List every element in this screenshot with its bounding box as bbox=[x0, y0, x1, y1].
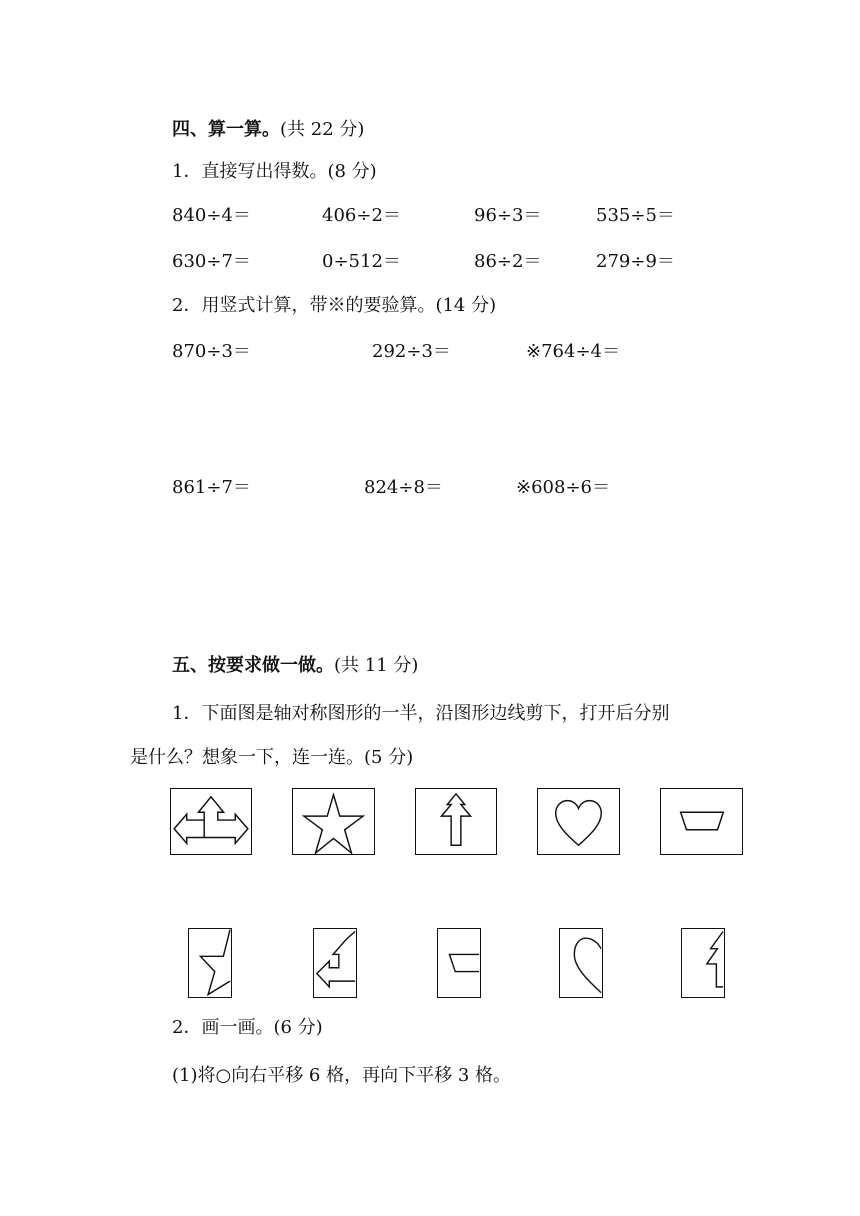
half-figure-box bbox=[559, 928, 603, 998]
oral-calc-item: 406÷2＝ bbox=[322, 205, 401, 226]
star-icon bbox=[293, 789, 374, 854]
half-star-icon bbox=[189, 929, 231, 997]
vertical-calc-item: 870÷3＝ bbox=[172, 341, 251, 362]
oral-calc-item: 279÷9＝ bbox=[596, 251, 675, 272]
section5-heading bbox=[172, 654, 418, 678]
half-figure-box bbox=[313, 928, 357, 998]
half-tree-icon bbox=[682, 929, 724, 997]
q5-1-line1: 1．下面图是轴对称图形的一半，沿图形边线剪下，打开后分别 bbox=[172, 703, 670, 724]
section5-title: 五、按要求做一做。 bbox=[172, 655, 334, 676]
vertical-calc-item: 824÷8＝ bbox=[364, 477, 443, 498]
figure-box bbox=[537, 788, 620, 855]
oral-calc-item: 86÷2＝ bbox=[474, 251, 542, 272]
oral-calc-item: 0÷512＝ bbox=[322, 251, 401, 272]
vertical-calc-item: ※764÷4＝ bbox=[526, 341, 620, 362]
section4-heading bbox=[172, 118, 364, 142]
oral-calc-item: 96÷3＝ bbox=[474, 205, 542, 226]
tree-arrow-icon bbox=[416, 789, 496, 854]
oral-calc-item: 840÷4＝ bbox=[172, 205, 251, 226]
figure-box bbox=[415, 788, 497, 855]
half-figure-box bbox=[188, 928, 232, 998]
q2-label: 2．用竖式计算，带※的要验算。(14 分) bbox=[172, 295, 497, 316]
section4-score: (共 22 分) bbox=[280, 119, 365, 140]
section5-score: (共 11 分) bbox=[334, 655, 419, 676]
half-trapezoid-icon bbox=[438, 929, 480, 997]
vertical-calc-item: ※608÷6＝ bbox=[516, 477, 610, 498]
figure-box bbox=[660, 788, 743, 855]
oral-calc-item: 630÷7＝ bbox=[172, 251, 251, 272]
q5-2-sub1: (1)将○向右平移 6 格，再向下平移 3 格。 bbox=[172, 1065, 511, 1086]
section4-title: 四、算一算。 bbox=[172, 119, 280, 140]
heart-icon bbox=[538, 789, 619, 854]
half-heart-icon bbox=[560, 929, 602, 997]
figure-box bbox=[292, 788, 375, 855]
vertical-calc-item: 292÷3＝ bbox=[372, 341, 451, 362]
half-figure-box bbox=[681, 928, 725, 998]
half-figure-box bbox=[437, 928, 481, 998]
double-arrow-icon bbox=[171, 789, 251, 854]
q5-1-line2: 是什么？想象一下，连一连。(5 分) bbox=[130, 747, 414, 768]
figure-box bbox=[170, 788, 252, 855]
half-arrow-icon bbox=[314, 929, 356, 997]
q1-label: 1．直接写出得数。(8 分) bbox=[172, 161, 377, 182]
q5-2-label: 2．画一画。(6 分) bbox=[172, 1017, 323, 1038]
oral-calc-item: 535÷5＝ bbox=[596, 205, 675, 226]
trapezoid-icon bbox=[661, 789, 742, 854]
vertical-calc-item: 861÷7＝ bbox=[172, 477, 251, 498]
